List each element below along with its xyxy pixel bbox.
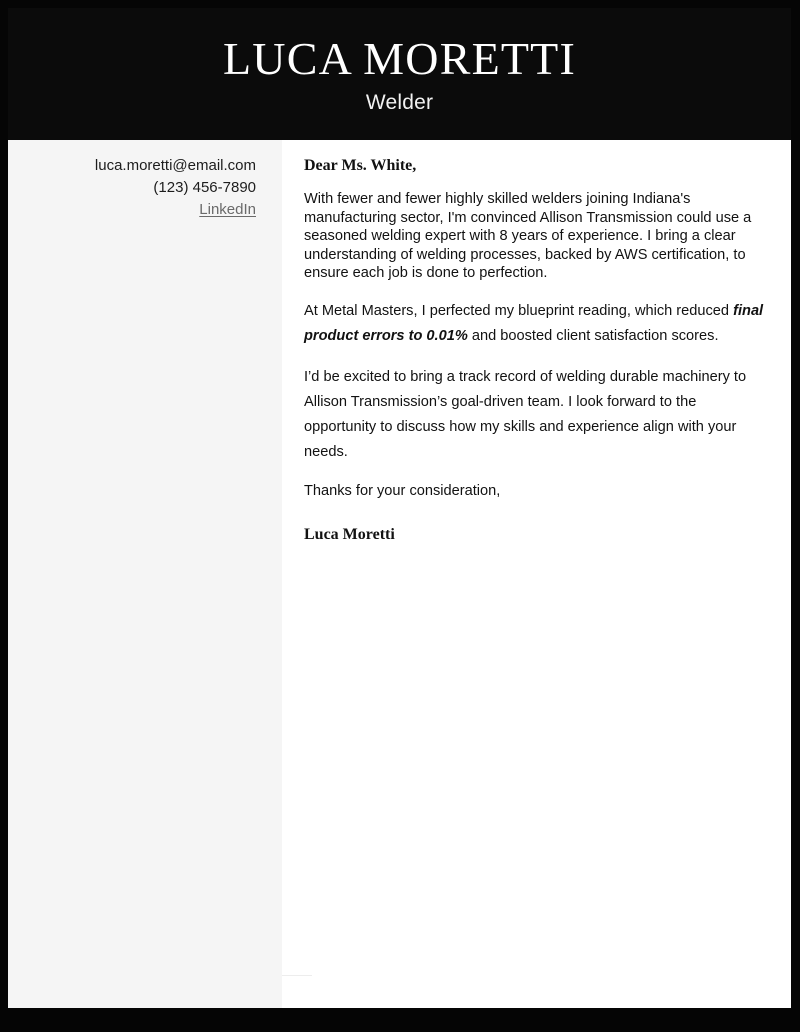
letter-closing: Thanks for your consideration, bbox=[304, 482, 501, 499]
column-edge-artifact bbox=[282, 975, 312, 976]
paragraph-2-text-after: and boosted client satisfaction scores. bbox=[467, 327, 719, 344]
letter-sheet bbox=[8, 8, 791, 1008]
letter-paragraph-1: With fewer and fewer highly skilled welders joining Indiana's manufacturing sector, I'm convinced Allison Transmission could use a seasoned welding expert with 8 years of experience. I bring a clear understanding of welding processes, backed by AWS certification, to ensure each job is done to perfection. bbox=[304, 191, 752, 281]
letter-body bbox=[282, 140, 791, 1008]
letter-paragraph-2 bbox=[304, 299, 764, 349]
page-title: LUCA MORETTI bbox=[223, 33, 576, 84]
paragraph-2-text-before: At Metal Masters, I perfected my blueprint reading, which reduced bbox=[304, 302, 734, 319]
letter-signature: Luca Moretti bbox=[304, 525, 395, 543]
paragraph-2-emphasis: final product errors to 0.01% bbox=[304, 302, 764, 344]
linkedin-link[interactable]: LinkedIn bbox=[199, 201, 256, 218]
letter-paragraph-3: I’d be excited to bring a track record of welding durable machinery to Allison Transmission’s goal-driven team. I look forward to the opportunity to discuss how my skills and experience align with your needs. bbox=[304, 368, 747, 460]
contact-phone: (123) 456-7890 bbox=[153, 179, 256, 196]
job-title: Welder bbox=[365, 91, 434, 114]
letterhead-header bbox=[8, 8, 791, 140]
letter-salutation: Dear Ms. White, bbox=[304, 157, 417, 174]
contact-linkedin-row bbox=[8, 199, 256, 220]
contact-sidebar bbox=[8, 140, 282, 1008]
contact-email: luca.moretti@email.com bbox=[94, 157, 256, 174]
letter-content bbox=[8, 140, 791, 1008]
